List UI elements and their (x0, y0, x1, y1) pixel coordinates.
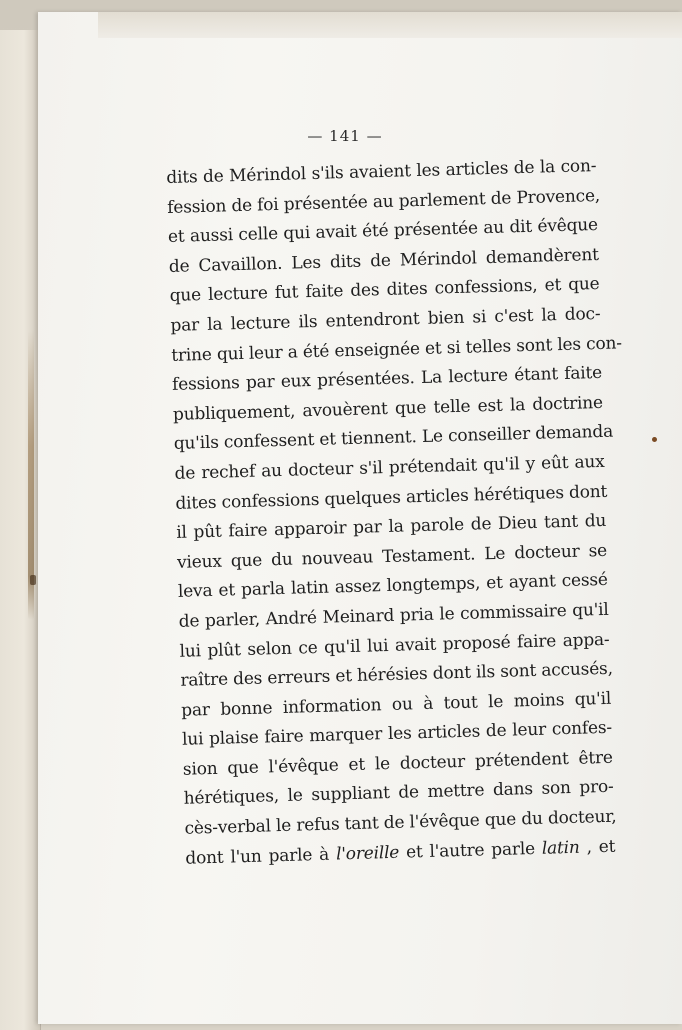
text-line: vieux que du nouveau Testament. Le docteur se (176, 540, 608, 573)
text-line: de rechef au docteur s'il prétendait qu'il y eût aux (174, 451, 605, 484)
body-text (166, 152, 623, 874)
text-line: sion que l'évêque et le docteur prétendent être (182, 747, 614, 780)
text-line: fessions par eux présentées. La lecture étant faite (171, 363, 603, 396)
italic-word: latin (541, 837, 580, 859)
text-line: leva et parla latin assez longtemps, et ayant cessé (177, 570, 609, 603)
facing-page-edge (0, 30, 41, 1030)
text-line: lui plût selon ce qu'il lui avait proposé faire appa- (179, 629, 610, 662)
text-line: de parler, André Meinard pria le commissaire qu'il (178, 599, 609, 632)
text-line: qu'ils confessent et tiennent. Le conseiller demanda (173, 421, 614, 455)
text-line: par la lecture ils entendront bien si c'est la doc- (170, 303, 601, 336)
text-line: lui plaise faire marquer les articles de leur confes- (181, 718, 613, 751)
text-segment: dont l'un parle à (185, 844, 337, 869)
text-line: par bonne information ou à tout le moins qu'il (180, 688, 612, 721)
text-line: dites confessions quelques articles hérétiques dont (175, 481, 608, 514)
binding-mark (30, 575, 36, 585)
foxing-spot (652, 437, 657, 442)
text-line: dits de Mérindol s'ils avaient les articles de la con- (166, 155, 597, 188)
text-line: que lecture fut faite des dites confessions, et que (169, 274, 600, 307)
text-line: raître des erreurs et hérésies dont ils sont accusés, (180, 658, 614, 691)
book-page (38, 12, 682, 1024)
text-line: cès-verbal le refus tant de l'évêque que du docteur, (184, 806, 617, 839)
italic-word: l'oreille (335, 842, 400, 865)
text-line: trine qui leur a été enseignée et si telles sont les con- (171, 332, 623, 366)
text-segment: et l'autre parle (398, 838, 543, 863)
text-segment: , et (579, 836, 616, 858)
text-line: de Cavaillon. Les dits de Mérindol demandèrent (168, 244, 599, 277)
text-line: hérétiques, le suppliant de mettre dans son pro- (183, 777, 614, 810)
page-top-edge (98, 12, 682, 38)
text-line: publiquement, avouèrent que telle est la doctrine (172, 392, 604, 425)
text-line: il pût faire apparoir par la parole de Dieu tant du (176, 510, 607, 543)
text-line: et aussi celle qui avait été présentée au dit évêque (167, 215, 599, 248)
text-line: fession de foi présentée au parlement de Provence, (166, 185, 601, 218)
page-number: — 141 — (307, 127, 383, 145)
